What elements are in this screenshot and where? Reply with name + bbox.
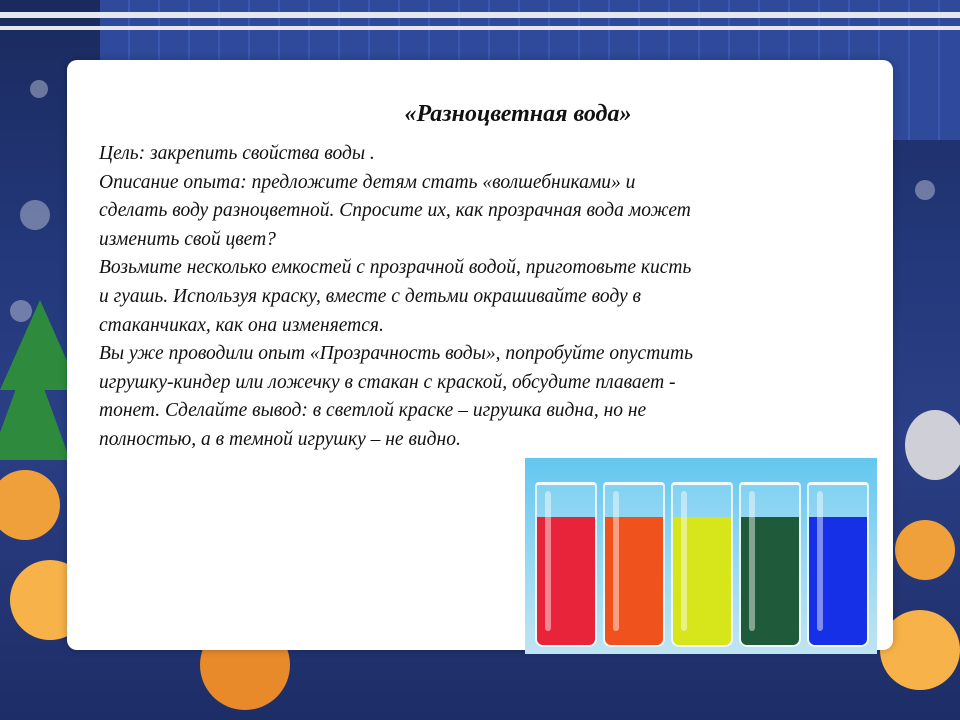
glass-shine — [749, 491, 755, 631]
body-line: Цель: закрепить свойства воды . — [99, 143, 375, 164]
snowflake — [20, 200, 50, 230]
glass-shine — [817, 491, 823, 631]
yellow-glass — [671, 482, 733, 647]
orange-ball — [895, 520, 955, 580]
body-line: изменить свой цвет? — [99, 228, 276, 250]
slide-body — [99, 140, 859, 455]
glass-shine — [545, 491, 551, 631]
background-rail — [0, 26, 960, 30]
background-rail — [0, 12, 960, 18]
red-glass — [535, 482, 597, 647]
body-line: стаканчиках, как она изменяется. — [99, 314, 384, 336]
blue-glass — [807, 482, 869, 647]
snowflake — [915, 180, 935, 200]
body-line: полностью, а в темной игрушку – не видно. — [99, 428, 461, 450]
snowflake — [30, 80, 48, 98]
green-glass — [739, 482, 801, 647]
cartoon-child — [905, 410, 960, 480]
body-line: и гуашь. Используя краску, вместе с детьми окрашивайте воду в — [99, 285, 641, 307]
christmas-tree — [0, 350, 70, 460]
body-line: Возьмите несколько емкостей с прозрачной водой, приготовьте кисть — [99, 257, 692, 279]
orange-glass — [603, 482, 665, 647]
glass-shine — [613, 491, 619, 631]
glass-shine — [681, 491, 687, 631]
slide-title: «Разноцветная вода» — [404, 101, 632, 127]
body-line: игрушку-киндер или ложечку в стакан с краской, обсудите плавает - — [99, 371, 676, 393]
body-line: Вы уже проводили опыт «Прозрачность воды», попробуйте опустить — [99, 343, 693, 365]
cartoon-child — [0, 470, 60, 540]
body-line: Описание опыта: предложите детям стать «волшебниками» и — [99, 171, 636, 193]
body-line: тонет. Сделайте вывод: в светлой краске – игрушка видна, но не — [99, 400, 647, 422]
colored-water-photo — [525, 458, 877, 654]
body-line: сделать воду разноцветной. Спросите их, как прозрачная вода может — [99, 200, 691, 222]
